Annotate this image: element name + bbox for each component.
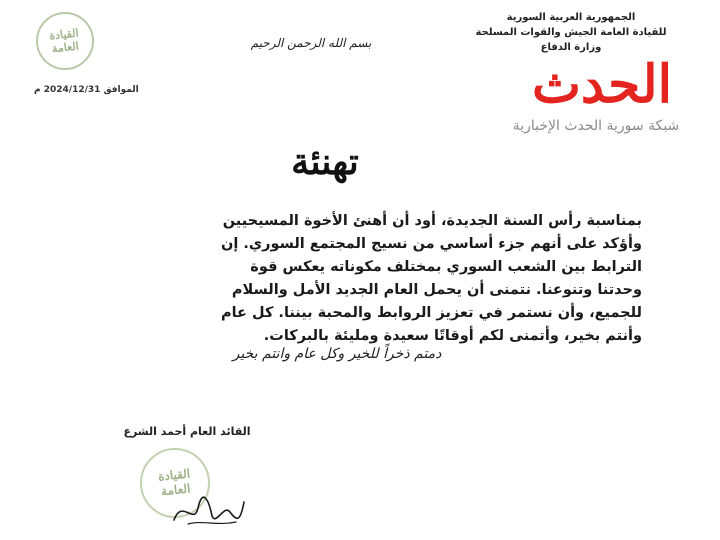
body-line: للجميع، وأن نستمر في تعزيز الروابط والمحبة بيننا. كل عام <box>220 305 642 321</box>
body-line: وأنتم بخير، وأتمنى لكم أوقاتًا سعيدة ومليئة بالبركات. <box>263 328 642 344</box>
seal-bottom-line1: القيادة <box>157 466 191 484</box>
alhadath-tagline: شبكة سورية الحدث الإخبارية <box>512 118 680 134</box>
handwritten-signature-icon <box>168 490 248 530</box>
signatory-name: القائد العام أحمد الشرع <box>123 425 251 438</box>
letterhead <box>456 10 686 55</box>
basmala: بسم الله الرحمن الرحيم <box>250 36 372 50</box>
seal-bottom-line2: العامة <box>160 481 192 499</box>
letterhead-country: الجمهورية العربية السورية <box>506 12 636 23</box>
letterhead-command: للقيادة العامة الجيش والقوات المسلحة <box>475 27 667 38</box>
seal-top-line1: القيادة <box>49 26 80 43</box>
document-date: الموافق 2024/12/31 م <box>34 85 139 95</box>
body-line: بمناسبة رأس السنة الجديدة، أود أن أهنئ الأخوة المسيحيين <box>222 213 642 229</box>
body-line: الترابط بين الشعب السوري بمختلف مكوناته يعكس قوة <box>250 259 642 275</box>
message-body <box>166 210 642 348</box>
letterhead-ministry: وزارة الدفاع <box>540 42 602 53</box>
body-line: وحدتنا وتنوعنا. نتمنى أن يحمل العام الجديد الأمل والسلام <box>231 282 642 298</box>
alhadath-logo: الحدث <box>531 54 673 115</box>
greeting-title: تهنئة <box>291 141 359 183</box>
body-line: وأؤكد على أنهم جزء أساسي من نسيج المجتمع السوري. إن <box>220 236 642 252</box>
general-command-seal-icon <box>36 12 94 70</box>
seal-top-line2: العامة <box>51 39 80 56</box>
closing-wishes: دمتم ذخراً للخير وكل عام وانتم بخير <box>232 346 442 362</box>
